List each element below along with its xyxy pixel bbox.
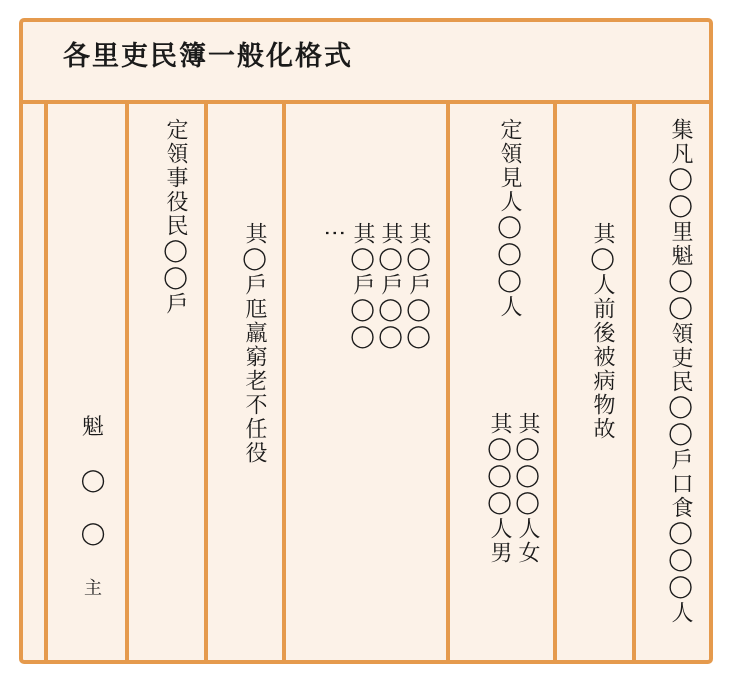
column-total: 集凡◯◯里魁◯◯領吏民◯◯戶口食◯◯◯人	[668, 118, 693, 625]
column-infirm-households: 其◯戶尫羸窮老不任役	[242, 222, 267, 465]
column-present-count: 定領見人◯◯◯人	[497, 118, 522, 319]
column-female-count: 其◯◯◯人女	[515, 412, 540, 565]
column-divider	[125, 104, 129, 660]
column-household-line: 其◯戶◯◯	[350, 222, 375, 351]
column-divider	[282, 104, 286, 660]
column-ellipsis: ⋮	[322, 222, 347, 246]
signature-char: ◯	[80, 521, 106, 546]
column-divider	[446, 104, 450, 660]
title-bar	[23, 22, 709, 104]
document-frame	[19, 18, 713, 664]
signature-char: 主	[84, 578, 102, 599]
page-title: 各里吏民簿一般化格式	[63, 41, 353, 72]
column-household-line: 其◯戶◯◯	[378, 222, 403, 351]
signature-char: 魁	[81, 415, 104, 440]
column-divider	[44, 104, 48, 660]
column-household-line: 其◯戶◯◯	[406, 222, 431, 351]
column-male-count: 其◯◯◯人男	[487, 412, 512, 565]
column-divider	[632, 104, 636, 660]
column-service-households: 定領事役民◯◯戶	[163, 118, 188, 316]
column-deceased: 其◯人前後被病物故	[590, 222, 615, 441]
column-divider	[553, 104, 557, 660]
column-divider	[204, 104, 208, 660]
signature-char: ◯	[80, 468, 106, 493]
